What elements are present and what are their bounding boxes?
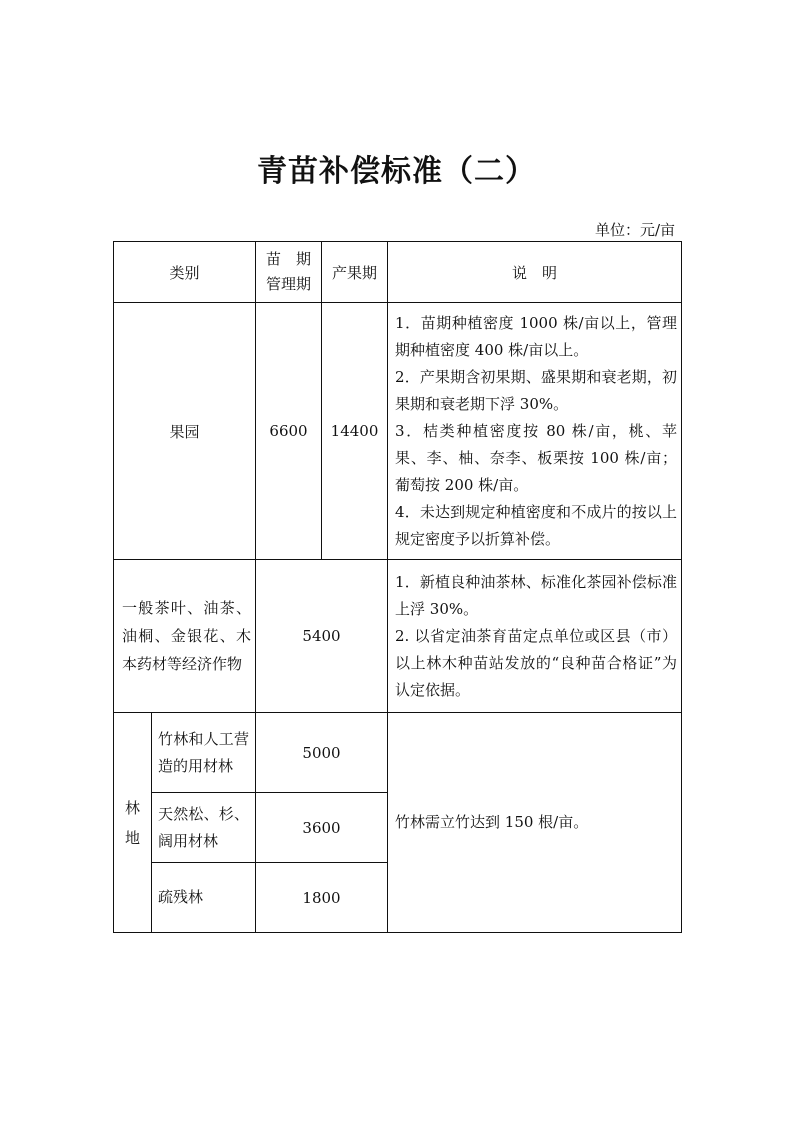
table-row-cash-crops	[114, 560, 682, 713]
cash-crops-category: 一般茶叶、油茶、油桐、金银花、木本药材等经济作物	[114, 560, 256, 713]
table-row-forest-1	[114, 713, 682, 793]
orchard-note-2: 2．产果期含初果期、盛果期和衰老期，初果期和衰老期下浮 30%。	[395, 367, 678, 413]
page-title: 青苗补偿标准（二）	[257, 154, 536, 189]
header-seedling-line2: 管理期	[266, 275, 312, 293]
forest-notes: 竹林需立竹达到 150 根/亩。	[388, 713, 682, 933]
orchard-note-1: 1．苗期种植密度 1000 株/亩以上，管理期种植密度 400 株/亩以上。	[395, 313, 678, 359]
unit-label: 单位：元/亩	[594, 221, 675, 239]
table-header-row	[114, 242, 682, 303]
forest-item-value: 3600	[256, 793, 388, 863]
forest-item-value: 1800	[256, 863, 388, 933]
header-fruiting-period: 产果期	[322, 242, 388, 303]
cash-crops-note-1: 1．新植良种油茶林、标准化茶园补偿标准上浮 30%。	[395, 572, 678, 618]
forest-group-char-1: 林	[124, 798, 140, 817]
orchard-fruiting-value: 14400	[322, 303, 388, 560]
header-seedling-line1: 苗 期	[266, 250, 312, 268]
orchard-note-3: 3．桔类种植密度按 80 株/亩，桃、苹果、李、柚、奈李、板栗按 100 株/亩；葡萄按 200 株/亩。	[395, 421, 678, 494]
header-notes: 说 明	[388, 242, 682, 303]
forest-group-char-2: 地	[124, 828, 140, 847]
forest-item-name: 天然松、杉、阔用材林	[152, 793, 256, 863]
compensation-table	[113, 241, 682, 933]
cash-crops-note-2: 2. 以省定油茶育苗定点单位或区县（市）以上林木种苗站发放的“良种苗合格证”为认定依据。	[395, 626, 678, 699]
forest-item-value: 5000	[256, 713, 388, 793]
orchard-category: 果园	[114, 303, 256, 560]
cash-crops-value: 5400	[256, 560, 388, 713]
header-seedling-period	[256, 242, 322, 303]
header-category: 类别	[114, 242, 256, 303]
orchard-seedling-value: 6600	[256, 303, 322, 560]
forest-item-name: 疏残林	[152, 863, 256, 933]
cash-crops-notes	[388, 560, 682, 713]
table-row-orchard	[114, 303, 682, 560]
forest-group-label	[114, 713, 152, 933]
orchard-notes	[388, 303, 682, 560]
orchard-note-4: 4．未达到规定种植密度和不成片的按以上规定密度予以折算补偿。	[395, 502, 678, 548]
forest-item-name: 竹林和人工营造的用材林	[152, 713, 256, 793]
